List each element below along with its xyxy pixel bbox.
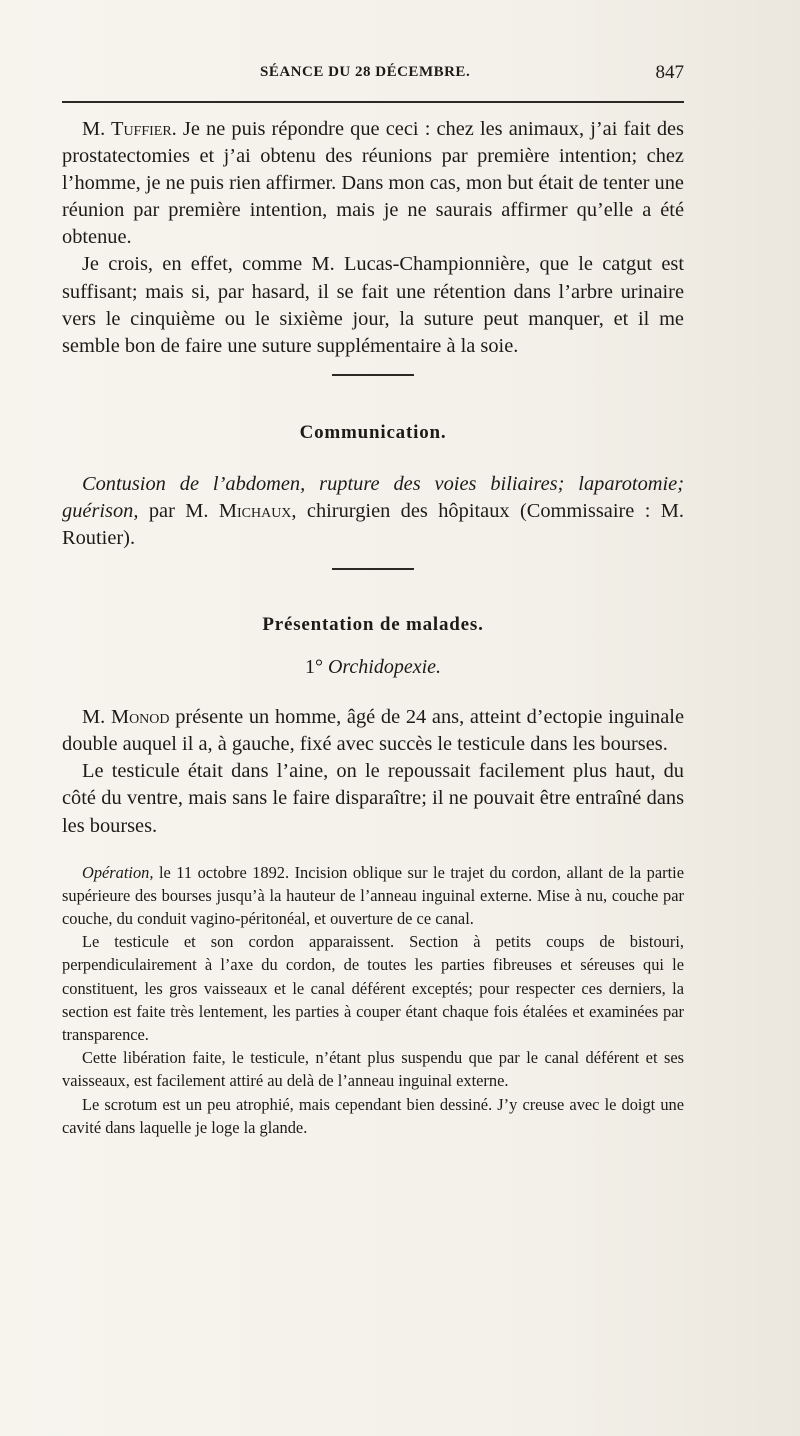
operation-text-1: le 11 octobre 1892. Incision oblique sur le trajet du cordon, allant de la partie supérieure des bourses jusqu’à la hauteur de l’anneau inguinal externe. Mise à nu, couche par couche, du conduit vagino-péritonéal, et ouverture de ce canal.	[62, 862, 684, 928]
operation-text-3: Cette libération faite, le testicule, n’étant plus suspendu que par le canal déférent et ses vaisseaux, est facilement attiré au delà de l’anneau inguinal externe.	[62, 1048, 684, 1091]
subheading-number: 1°	[304, 656, 328, 679]
communication-paragraph	[62, 471, 684, 552]
testicule-text: Le testicule était dans l’aine, on le repoussait facilement plus haut, du côté du ventre, mais sans le faire disparaître; il ne pouvait être entraîné dans les bourses.	[62, 760, 684, 837]
monod-name: Monod	[110, 706, 170, 729]
catgut-text: Je crois, en effet, comme M. Lucas-Championnière, que le catgut est suffisant; mais si, par hasard, il se fait une rétention dans l’arbre urinaire vers le cinquième ou le sixième jour, la suture peut manquer, et il me semble bon de faire une suture supplémentaire à la soie.	[62, 253, 684, 357]
testicule-paragraph	[62, 758, 684, 839]
section-divider	[332, 374, 414, 376]
operation-text-2: Le testicule et son cordon apparaissent. Section à petits coups de bistouri, perpendiculairement à l’axe du cordon, de toutes les parties fibreuses et séreuses qui le constituent, les gros vaisseaux et le canal déférent exceptés; pour respecter ces derniers, la section est faite très lentement, les parties à couper étant chaque fois étalées et examinées par transparence.	[62, 932, 684, 1045]
catgut-paragraph	[62, 251, 684, 359]
monod-paragraph	[62, 704, 684, 758]
presentation-heading: Présentation de malades.	[262, 614, 484, 636]
subheading-title: Orchidopexie.	[327, 656, 442, 679]
operation-paragraph-2	[62, 930, 684, 1046]
operation-label: Opération,	[82, 862, 154, 882]
communication-by: par M.	[138, 499, 219, 522]
header-rule	[62, 101, 684, 103]
page-number: 847	[655, 62, 684, 83]
communication-author: Michaux	[218, 499, 292, 522]
communication-heading: Communication.	[299, 421, 447, 443]
operation-paragraph-1	[62, 861, 684, 931]
operation-block	[62, 861, 684, 1139]
operation-paragraph-3	[62, 1046, 684, 1092]
communication-rest: , chirurgien des hôpitaux (Commissaire : M. Routier).	[62, 499, 684, 550]
tuffier-text: Je ne puis répondre que ceci : chez les animaux, j’ai fait des prostatectomies et j’ai obtenu des réunions par première intention; chez l’homme, je ne puis rien affirmer. Dans mon cas, mon but était de tenter une réunion par première intention, mais je ne saurais affirmer qu’elle a été obtenue.	[62, 118, 684, 249]
section-divider	[332, 568, 414, 570]
running-title: SÉANCE DU 28 DÉCEMBRE.	[260, 64, 471, 80]
orchidopexie-heading	[62, 656, 684, 679]
page-header	[62, 64, 684, 88]
monod-text: présente un homme, âgé de 24 ans, atteint d’ectopie inguinale double auquel il a, à gauche, fixé avec succès le testicule dans les bourses.	[62, 706, 684, 756]
speaker-name: M. Tuffier.	[82, 118, 177, 140]
tuffier-paragraph	[62, 116, 684, 251]
operation-text-4: Le scrotum est un peu atrophié, mais cependant bien dessiné. J’y creuse avec le doigt une cavité dans laquelle je loge la glande.	[62, 1094, 684, 1137]
monod-prefix: M.	[82, 706, 111, 729]
communication-title: Contusion de l’abdomen, rupture des voies biliaires; laparotomie; guérison,	[62, 472, 684, 522]
page-content	[62, 116, 684, 1139]
operation-paragraph-4	[62, 1093, 684, 1139]
